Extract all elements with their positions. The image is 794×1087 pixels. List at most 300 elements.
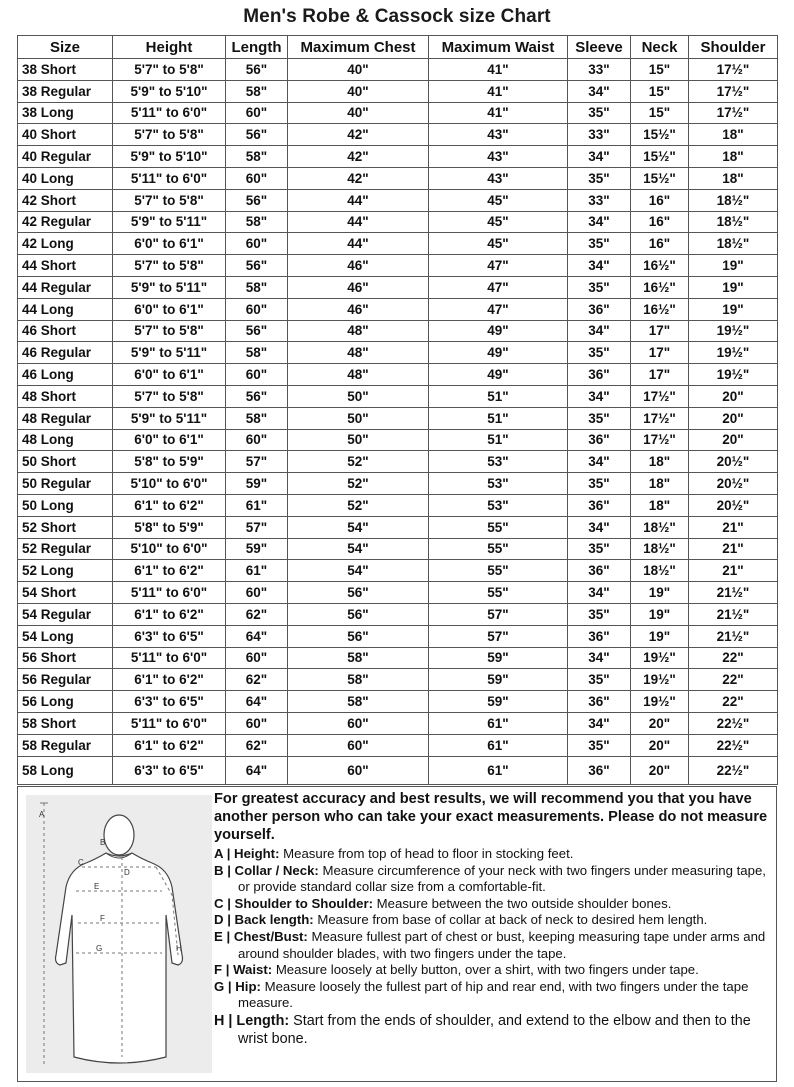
table-row xyxy=(18,146,778,168)
table-row xyxy=(18,625,778,647)
figure-letter-a: A xyxy=(39,810,45,819)
table-cell: 60" xyxy=(226,364,288,386)
table-cell: 62" xyxy=(226,669,288,691)
table-cell: 36" xyxy=(568,756,631,784)
table-cell: 56" xyxy=(288,603,429,625)
note-label: C | Shoulder to Shoulder: xyxy=(214,895,374,911)
table-cell: 42" xyxy=(288,146,429,168)
table-cell: 17" xyxy=(631,342,689,364)
table-cell: 22" xyxy=(689,647,778,669)
table-cell: 51" xyxy=(429,407,568,429)
table-cell: 58 Regular xyxy=(18,734,113,756)
table-cell: 19½" xyxy=(689,320,778,342)
table-cell: 44 Long xyxy=(18,298,113,320)
table-cell: 51" xyxy=(429,429,568,451)
table-cell: 58" xyxy=(288,669,429,691)
table-cell: 19" xyxy=(689,255,778,277)
table-cell: 56" xyxy=(226,385,288,407)
table-cell: 17" xyxy=(631,320,689,342)
table-cell: 34" xyxy=(568,80,631,102)
table-cell: 17½" xyxy=(631,407,689,429)
table-cell: 50" xyxy=(288,429,429,451)
table-cell: 5'9" to 5'10" xyxy=(113,146,226,168)
table-cell: 40" xyxy=(288,80,429,102)
table-cell: 44" xyxy=(288,211,429,233)
table-cell: 35" xyxy=(568,407,631,429)
table-cell: 62" xyxy=(226,734,288,756)
table-cell: 58 Long xyxy=(18,756,113,784)
table-cell: 55" xyxy=(429,538,568,560)
table-cell: 42" xyxy=(288,167,429,189)
note-label: E | Chest/Bust: xyxy=(214,928,308,944)
table-cell: 60" xyxy=(226,102,288,124)
table-cell: 5'7" to 5'8" xyxy=(113,59,226,81)
table-cell: 17½" xyxy=(689,102,778,124)
table-cell: 20½" xyxy=(689,451,778,473)
table-row xyxy=(18,494,778,516)
table-row xyxy=(18,603,778,625)
table-cell: 35" xyxy=(568,233,631,255)
table-cell: 35" xyxy=(568,276,631,298)
table-cell: 50 Short xyxy=(18,451,113,473)
table-cell: 58 Short xyxy=(18,712,113,734)
measurement-notes xyxy=(214,790,774,1048)
table-cell: 62" xyxy=(226,603,288,625)
table-cell: 59" xyxy=(226,473,288,495)
table-cell: 42 Regular xyxy=(18,211,113,233)
table-cell: 56" xyxy=(226,124,288,146)
table-cell: 5'7" to 5'8" xyxy=(113,255,226,277)
table-cell: 6'3" to 6'5" xyxy=(113,756,226,784)
table-row xyxy=(18,211,778,233)
table-cell: 61" xyxy=(226,560,288,582)
table-cell: 58" xyxy=(226,80,288,102)
table-cell: 21½" xyxy=(689,625,778,647)
table-cell: 36" xyxy=(568,429,631,451)
table-cell: 35" xyxy=(568,734,631,756)
table-cell: 56 Short xyxy=(18,647,113,669)
table-cell: 56" xyxy=(226,255,288,277)
table-cell: 36" xyxy=(568,625,631,647)
table-cell: 15½" xyxy=(631,124,689,146)
table-cell: 50" xyxy=(288,385,429,407)
table-cell: 34" xyxy=(568,451,631,473)
table-cell: 5'9" to 5'11" xyxy=(113,407,226,429)
table-cell: 58" xyxy=(226,342,288,364)
table-cell: 19½" xyxy=(631,691,689,713)
size-chart-table xyxy=(17,35,778,785)
table-cell: 43" xyxy=(429,167,568,189)
table-cell: 20" xyxy=(689,429,778,451)
table-cell: 41" xyxy=(429,80,568,102)
note-item xyxy=(214,962,774,979)
table-cell: 36" xyxy=(568,364,631,386)
table-row xyxy=(18,364,778,386)
table-cell: 35" xyxy=(568,538,631,560)
table-cell: 20½" xyxy=(689,473,778,495)
table-cell: 60" xyxy=(226,298,288,320)
table-cell: 60" xyxy=(226,712,288,734)
table-cell: 49" xyxy=(429,364,568,386)
note-text: Measure from top of head to floor in stocking feet. xyxy=(279,846,574,861)
table-cell: 49" xyxy=(429,342,568,364)
table-row xyxy=(18,560,778,582)
page-title: Men's Robe & Cassock size Chart xyxy=(243,6,551,27)
note-label: H | Length: xyxy=(214,1012,290,1029)
robe-measurement-figure xyxy=(26,795,212,1073)
table-row xyxy=(18,538,778,560)
table-cell: 19" xyxy=(631,603,689,625)
table-cell: 18½" xyxy=(631,538,689,560)
table-cell: 46" xyxy=(288,276,429,298)
table-cell: 60" xyxy=(226,582,288,604)
table-cell: 18" xyxy=(631,494,689,516)
table-cell: 40" xyxy=(288,102,429,124)
table-cell: 36" xyxy=(568,298,631,320)
table-cell: 20" xyxy=(689,407,778,429)
note-text: Measure loosely the fullest part of hip and rear end, with two fingers under the tape measure. xyxy=(238,978,749,1011)
table-row xyxy=(18,342,778,364)
table-cell: 21½" xyxy=(689,582,778,604)
table-cell: 22" xyxy=(689,691,778,713)
table-cell: 5'9" to 5'11" xyxy=(113,276,226,298)
table-cell: 17½" xyxy=(689,59,778,81)
table-cell: 53" xyxy=(429,451,568,473)
table-row xyxy=(18,473,778,495)
table-cell: 47" xyxy=(429,298,568,320)
table-cell: 5'7" to 5'8" xyxy=(113,124,226,146)
table-row xyxy=(18,712,778,734)
note-item xyxy=(214,1012,774,1048)
figure-letter-c: C xyxy=(78,858,84,867)
table-row xyxy=(18,189,778,211)
table-cell: 35" xyxy=(568,167,631,189)
table-cell: 42 Short xyxy=(18,189,113,211)
table-cell: 5'9" to 5'10" xyxy=(113,80,226,102)
table-cell: 19" xyxy=(631,582,689,604)
table-cell: 5'11" to 6'0" xyxy=(113,712,226,734)
table-cell: 6'1" to 6'2" xyxy=(113,560,226,582)
table-cell: 45" xyxy=(429,211,568,233)
table-cell: 34" xyxy=(568,146,631,168)
table-cell: 18" xyxy=(631,451,689,473)
note-label: D | Back length: xyxy=(214,912,314,928)
table-cell: 42" xyxy=(288,124,429,146)
table-cell: 17½" xyxy=(689,80,778,102)
table-cell: 6'1" to 6'2" xyxy=(113,669,226,691)
table-cell: 18" xyxy=(689,124,778,146)
table-cell: 34" xyxy=(568,582,631,604)
table-cell: 6'1" to 6'2" xyxy=(113,734,226,756)
column-header: Length xyxy=(226,36,288,59)
figure-letter-f: F xyxy=(100,914,105,923)
table-cell: 54" xyxy=(288,516,429,538)
table-row xyxy=(18,691,778,713)
table-row xyxy=(18,756,778,784)
note-item xyxy=(214,979,774,1012)
table-row xyxy=(18,233,778,255)
table-cell: 16½" xyxy=(631,255,689,277)
table-cell: 46" xyxy=(288,255,429,277)
table-cell: 44 Regular xyxy=(18,276,113,298)
table-cell: 33" xyxy=(568,189,631,211)
table-cell: 43" xyxy=(429,146,568,168)
table-cell: 48 Regular xyxy=(18,407,113,429)
table-cell: 34" xyxy=(568,516,631,538)
table-row xyxy=(18,451,778,473)
table-cell: 38 Short xyxy=(18,59,113,81)
column-header: Neck xyxy=(631,36,689,59)
figure-letter-b: B xyxy=(100,838,106,847)
table-cell: 21" xyxy=(689,516,778,538)
table-cell: 20½" xyxy=(689,494,778,516)
table-body xyxy=(18,59,778,785)
table-row xyxy=(18,59,778,81)
table-cell: 20" xyxy=(631,712,689,734)
table-row xyxy=(18,124,778,146)
table-cell: 52" xyxy=(288,451,429,473)
table-cell: 16½" xyxy=(631,298,689,320)
table-cell: 59" xyxy=(226,538,288,560)
table-cell: 5'9" to 5'11" xyxy=(113,211,226,233)
table-row xyxy=(18,647,778,669)
table-cell: 56 Long xyxy=(18,691,113,713)
table-cell: 16½" xyxy=(631,276,689,298)
measurement-guide xyxy=(17,786,777,1082)
table-row xyxy=(18,320,778,342)
table-cell: 55" xyxy=(429,516,568,538)
table-cell: 19" xyxy=(689,298,778,320)
table-cell: 21" xyxy=(689,560,778,582)
table-cell: 60" xyxy=(288,756,429,784)
table-cell: 41" xyxy=(429,59,568,81)
table-cell: 54 Long xyxy=(18,625,113,647)
table-cell: 5'11" to 6'0" xyxy=(113,582,226,604)
table-cell: 34" xyxy=(568,211,631,233)
table-cell: 19½" xyxy=(631,647,689,669)
note-label: B | Collar / Neck: xyxy=(214,862,319,878)
table-cell: 38 Regular xyxy=(18,80,113,102)
table-cell: 41" xyxy=(429,102,568,124)
table-cell: 48" xyxy=(288,342,429,364)
note-item xyxy=(214,846,774,863)
table-cell: 33" xyxy=(568,124,631,146)
table-cell: 6'0" to 6'1" xyxy=(113,298,226,320)
table-cell: 48" xyxy=(288,364,429,386)
table-cell: 6'0" to 6'1" xyxy=(113,364,226,386)
table-cell: 52 Regular xyxy=(18,538,113,560)
table-cell: 36" xyxy=(568,560,631,582)
table-cell: 56 Regular xyxy=(18,669,113,691)
table-cell: 15½" xyxy=(631,146,689,168)
table-cell: 6'1" to 6'2" xyxy=(113,603,226,625)
table-cell: 19½" xyxy=(631,669,689,691)
table-cell: 5'10" to 6'0" xyxy=(113,473,226,495)
table-cell: 18" xyxy=(689,146,778,168)
table-cell: 49" xyxy=(429,320,568,342)
table-cell: 48 Short xyxy=(18,385,113,407)
table-cell: 60" xyxy=(288,712,429,734)
table-cell: 53" xyxy=(429,494,568,516)
note-text: Measure circumference of your neck with two fingers under measuring tape, or provide standard collar size from a comfortable-fit. xyxy=(238,862,766,895)
table-cell: 44" xyxy=(288,233,429,255)
note-item xyxy=(214,912,774,929)
table-cell: 19" xyxy=(689,276,778,298)
table-cell: 17½" xyxy=(631,429,689,451)
table-cell: 56" xyxy=(288,625,429,647)
table-cell: 35" xyxy=(568,669,631,691)
table-cell: 16" xyxy=(631,189,689,211)
note-item xyxy=(214,929,774,962)
table-cell: 58" xyxy=(226,211,288,233)
table-row xyxy=(18,429,778,451)
table-cell: 60" xyxy=(226,429,288,451)
table-cell: 5'10" to 6'0" xyxy=(113,538,226,560)
table-cell: 5'11" to 6'0" xyxy=(113,167,226,189)
table-cell: 6'3" to 6'5" xyxy=(113,691,226,713)
table-cell: 46" xyxy=(288,298,429,320)
table-cell: 35" xyxy=(568,603,631,625)
table-cell: 5'8" to 5'9" xyxy=(113,451,226,473)
column-header: Maximum Chest xyxy=(288,36,429,59)
table-cell: 50 Long xyxy=(18,494,113,516)
table-cell: 5'11" to 6'0" xyxy=(113,647,226,669)
robe-figure-icon xyxy=(26,795,212,1073)
table-cell: 58" xyxy=(226,276,288,298)
table-cell: 5'9" to 5'11" xyxy=(113,342,226,364)
table-cell: 5'7" to 5'8" xyxy=(113,320,226,342)
table-cell: 52" xyxy=(288,494,429,516)
table-cell: 18½" xyxy=(631,516,689,538)
table-cell: 52 Short xyxy=(18,516,113,538)
table-cell: 52 Long xyxy=(18,560,113,582)
note-text: Measure fullest part of chest or bust, keeping measuring tape under arms and around shoulder blades, with two fingers under the tape. xyxy=(238,928,766,961)
table-cell: 22½" xyxy=(689,712,778,734)
table-cell: 53" xyxy=(429,473,568,495)
table-cell: 48 Long xyxy=(18,429,113,451)
table-cell: 15" xyxy=(631,80,689,102)
table-cell: 60" xyxy=(226,647,288,669)
table-cell: 58" xyxy=(288,691,429,713)
column-header: Shoulder xyxy=(689,36,778,59)
table-cell: 18½" xyxy=(689,189,778,211)
table-cell: 34" xyxy=(568,255,631,277)
note-label: G | Hip: xyxy=(214,978,261,994)
figure-letter-e: E xyxy=(94,882,100,891)
table-row xyxy=(18,255,778,277)
note-text: Measure between the two outside shoulder bones. xyxy=(373,895,672,911)
table-cell: 6'0" to 6'1" xyxy=(113,233,226,255)
table-cell: 22½" xyxy=(689,734,778,756)
table-cell: 5'7" to 5'8" xyxy=(113,385,226,407)
table-cell: 15" xyxy=(631,59,689,81)
table-cell: 20" xyxy=(631,756,689,784)
table-cell: 50" xyxy=(288,407,429,429)
note-label: F | Waist: xyxy=(214,962,273,978)
column-header: Maximum Waist xyxy=(429,36,568,59)
table-cell: 17" xyxy=(631,364,689,386)
table-cell: 5'8" to 5'9" xyxy=(113,516,226,538)
table-cell: 18½" xyxy=(631,560,689,582)
table-cell: 42 Long xyxy=(18,233,113,255)
table-cell: 46 Regular xyxy=(18,342,113,364)
table-cell: 19" xyxy=(631,625,689,647)
table-cell: 54" xyxy=(288,538,429,560)
table-cell: 19½" xyxy=(689,342,778,364)
table-cell: 22" xyxy=(689,669,778,691)
note-label: A | Height: xyxy=(214,846,280,861)
table-cell: 52" xyxy=(288,473,429,495)
column-header: Height xyxy=(113,36,226,59)
table-cell: 19½" xyxy=(689,364,778,386)
table-cell: 36" xyxy=(568,691,631,713)
table-cell: 47" xyxy=(429,276,568,298)
table-cell: 55" xyxy=(429,560,568,582)
table-row xyxy=(18,669,778,691)
note-text: Start from the ends of shoulder, and extend to the elbow and then to the wrist bone. xyxy=(238,1012,751,1047)
table-cell: 55" xyxy=(429,582,568,604)
table-cell: 35" xyxy=(568,342,631,364)
table-cell: 16" xyxy=(631,211,689,233)
table-cell: 60" xyxy=(226,233,288,255)
table-cell: 47" xyxy=(429,255,568,277)
table-cell: 34" xyxy=(568,647,631,669)
table-cell: 21½" xyxy=(689,603,778,625)
table-cell: 58" xyxy=(226,407,288,429)
table-cell: 44" xyxy=(288,189,429,211)
table-cell: 35" xyxy=(568,473,631,495)
table-cell: 43" xyxy=(429,124,568,146)
table-cell: 64" xyxy=(226,625,288,647)
table-cell: 40 Short xyxy=(18,124,113,146)
note-text: Measure loosely at belly button, over a shirt, with two fingers under tape. xyxy=(272,962,699,978)
table-cell: 36" xyxy=(568,494,631,516)
table-row xyxy=(18,298,778,320)
table-cell: 15½" xyxy=(631,167,689,189)
table-cell: 61" xyxy=(226,494,288,516)
notes-intro: For greatest accuracy and best results, we will recommend you that you have another person who can take your exact measurements. Please do not measure yourself. xyxy=(214,791,768,843)
table-cell: 18½" xyxy=(689,233,778,255)
table-cell: 56" xyxy=(288,582,429,604)
table-cell: 59" xyxy=(429,647,568,669)
table-cell: 56" xyxy=(226,189,288,211)
table-cell: 17½" xyxy=(631,385,689,407)
figure-letter-g: G xyxy=(96,944,103,953)
figure-letter-h: H xyxy=(176,944,182,953)
table-cell: 40 Regular xyxy=(18,146,113,168)
table-cell: 18½" xyxy=(689,211,778,233)
table-cell: 54" xyxy=(288,560,429,582)
table-cell: 64" xyxy=(226,756,288,784)
table-cell: 35" xyxy=(568,102,631,124)
table-cell: 58" xyxy=(288,647,429,669)
table-cell: 57" xyxy=(429,603,568,625)
table-cell: 6'0" to 6'1" xyxy=(113,429,226,451)
table-row xyxy=(18,582,778,604)
note-item xyxy=(214,863,774,896)
table-cell: 46 Short xyxy=(18,320,113,342)
table-cell: 40" xyxy=(288,59,429,81)
table-cell: 61" xyxy=(429,712,568,734)
table-cell: 34" xyxy=(568,712,631,734)
table-row xyxy=(18,407,778,429)
table-cell: 20" xyxy=(689,385,778,407)
table-row xyxy=(18,276,778,298)
table-cell: 54 Short xyxy=(18,582,113,604)
table-cell: 18" xyxy=(689,167,778,189)
table-cell: 33" xyxy=(568,59,631,81)
table-cell: 22½" xyxy=(689,756,778,784)
